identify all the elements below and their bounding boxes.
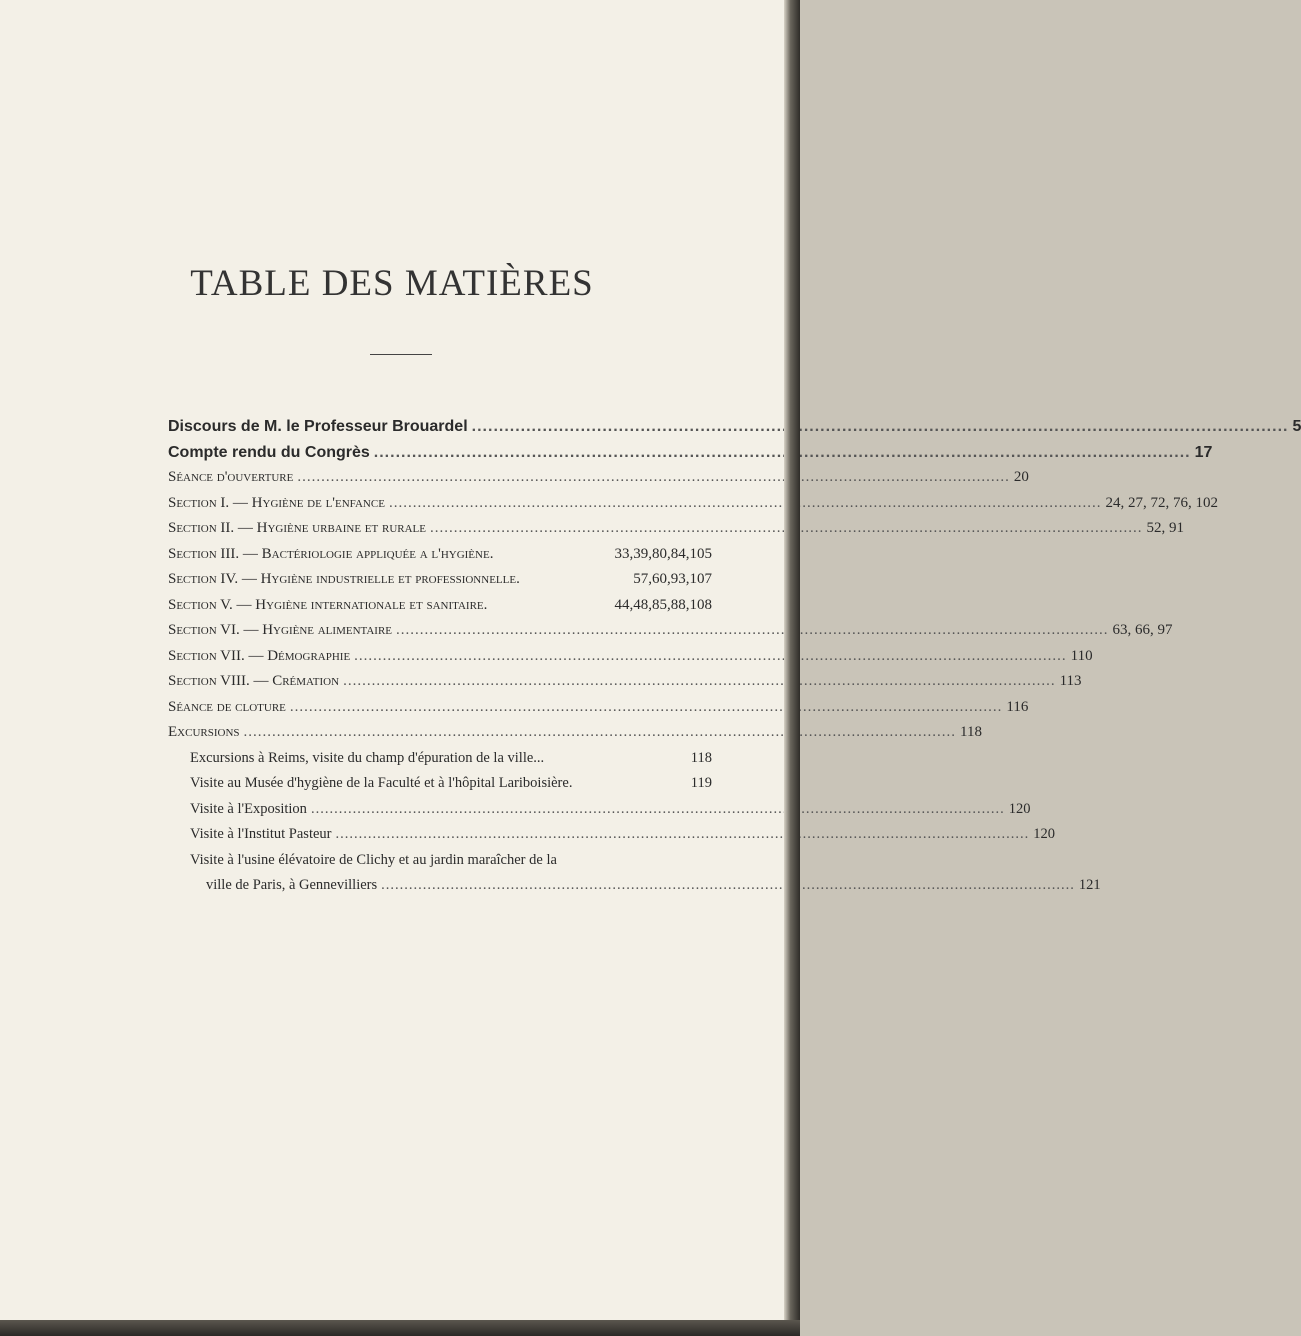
toc-subentry	[168, 750, 712, 776]
toc-entry	[168, 546, 712, 572]
toc-entry-pages: 44,48,85,88,108	[614, 596, 712, 613]
toc-entry	[168, 571, 712, 597]
toc-entry-label: Excursions à Reims, visite du champ d'épuration de la ville...	[190, 749, 545, 766]
toc-entry-pages: 116	[1006, 698, 1029, 715]
toc-entry-label: Visite à l'Exposition	[190, 800, 307, 817]
toc-entry-pages: 20	[1013, 469, 1029, 485]
toc-entry-pages: 113	[1059, 673, 1082, 689]
toc-entry-label: Section II. — Hygiène urbaine et rurale	[168, 520, 427, 536]
dot-leader	[354, 648, 1067, 665]
toc-entry-pages: 5	[1292, 418, 1301, 435]
toc-entry-label: Section V. — Hygiène internationale et sanitaire.	[168, 596, 488, 613]
toc-entry-label: Séance d'ouverture	[168, 469, 294, 485]
toc-subentry	[168, 852, 712, 878]
dot-leader	[396, 622, 1109, 639]
toc-entry-label: Section IV. — Hygiène industrielle et professionnelle.	[168, 571, 520, 587]
dot-leader	[311, 801, 1005, 818]
toc-entry	[168, 418, 1301, 444]
toc-entry-label: Visite à l'Institut Pasteur	[190, 826, 332, 842]
dot-leader	[343, 673, 1056, 690]
toc-entry-label: Séance de cloture	[168, 698, 286, 715]
toc-entry	[168, 647, 1093, 674]
dot-leader	[374, 444, 1191, 462]
toc-entry-label: Visite au Musée d'hygiène de la Faculté et à l'hôpital Lariboisière.	[190, 775, 573, 791]
toc-subentry-continuation	[168, 877, 1101, 903]
toc-entry	[168, 673, 1082, 699]
toc-entry	[168, 469, 1029, 495]
toc-entry-pages: 118	[960, 724, 982, 740]
toc-entry-pages: 120	[1008, 800, 1031, 817]
toc-entry-label: Section VI. — Hygiène alimentaire	[168, 622, 393, 638]
toc-entry-pages: 110	[1070, 647, 1093, 664]
toc-entry-pages: 119	[690, 775, 712, 791]
toc-entry-pages: 52, 91	[1146, 520, 1185, 536]
toc-entry-label: Excursions	[168, 724, 240, 740]
table-of-contents	[168, 418, 1301, 903]
page-edge-right	[784, 0, 800, 1336]
toc-entry-pages: 57,60,93,107	[633, 571, 712, 587]
toc-subentry	[168, 775, 712, 801]
toc-entry-label: Section III. — Bactériologie appliquée a l'hygiène.	[168, 545, 494, 562]
toc-entry-pages: 17	[1194, 443, 1213, 461]
toc-entry-pages: 24, 27, 72, 76, 102	[1105, 494, 1218, 511]
dot-leader	[244, 724, 957, 741]
dot-leader	[389, 495, 1102, 512]
toc-entry-label: Section I. — Hygiène de l'enfance	[168, 494, 385, 511]
toc-entry-label: ville de Paris, à Gennevilliers	[206, 877, 378, 893]
toc-entry-pages: 33,39,80,84,105	[614, 545, 712, 562]
toc-entry	[168, 622, 1173, 648]
toc-entry	[168, 698, 1029, 725]
toc-entry	[168, 597, 712, 623]
toc-subentry	[168, 800, 1031, 827]
toc-entry-pages: 118	[690, 749, 712, 766]
toc-entry	[168, 724, 982, 750]
dot-leader	[290, 699, 1003, 716]
toc-entry	[168, 494, 1218, 521]
toc-entry-label: Section VIII. — Crémation	[168, 673, 340, 689]
toc-entry-pages: 120	[1033, 826, 1055, 842]
dot-leader	[336, 826, 1030, 843]
dot-leader	[472, 418, 1289, 436]
toc-entry	[168, 443, 1213, 470]
toc-entry-pages: 121	[1078, 877, 1101, 893]
dot-leader	[381, 877, 1075, 894]
toc-entry-label: Visite à l'usine élévatoire de Clichy et au jardin maraîcher de la	[190, 851, 557, 868]
page-title: TABLE DES MATIÈRES	[190, 263, 594, 304]
toc-entry-label: Compte rendu du Congrès	[168, 443, 370, 461]
toc-entry-label: Section VII. — Démographie	[168, 647, 351, 664]
dot-leader	[297, 469, 1010, 486]
toc-entry	[168, 520, 1185, 546]
title-rule	[370, 354, 432, 355]
toc-subentry	[168, 826, 1055, 852]
toc-entry-pages: 63, 66, 97	[1112, 622, 1173, 638]
toc-entry-label: Discours de M. le Professeur Brouardel	[168, 418, 468, 435]
page-edge-bottom	[0, 1320, 800, 1336]
